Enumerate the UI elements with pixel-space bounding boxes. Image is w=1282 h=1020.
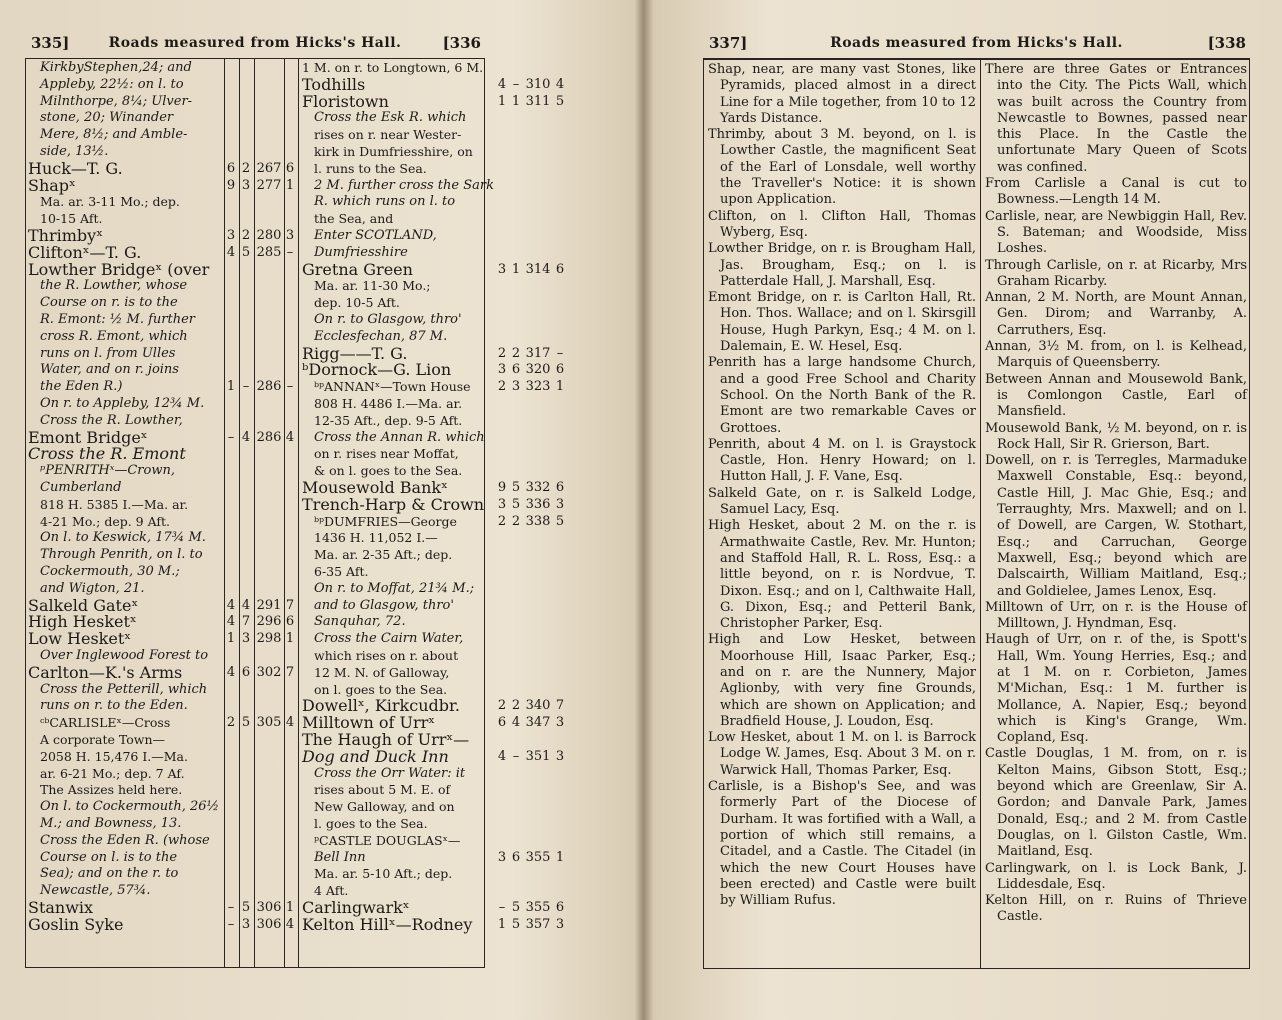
route-text: On r. to Moffat, 21¾ M.; [314,580,475,596]
distance-value: 9 [226,177,236,193]
distance-value: – [227,916,235,932]
distance-value: 280 [256,228,282,243]
distance-value: 286 [256,379,282,395]
route-text: rises about 5 M. E. of [314,782,451,798]
distance-value: 1 [511,93,521,109]
note-paragraph: Thrimby, about 3 M. beyond, on l. is Lowther Castle, the magnificent Seat of the Earl of Lonsdale, well worthy the Traveller's Notice: it is shown upon Application. [708,127,976,208]
distance-value: 4 [511,715,521,731]
route-text: & on l. goes to the Sea. [314,463,463,479]
page-number-left: 337] [709,34,748,52]
route-text: Cockermouth, 30 M.; [40,564,180,579]
route-text: The Haugh of Urrˣ— [302,730,470,749]
distance-value: 3 [497,849,507,865]
route-text: Shapˣ [28,175,76,195]
route-text: Ma. ar. 11-30 Mo.; [314,278,431,294]
route-text: the R. Lowther, whose [40,278,188,294]
route-text: Through Penrith, on l. to [40,547,203,563]
distance-value: 306 [256,916,282,932]
route-column-2 [300,59,565,967]
route-text: Trench-Harp & Crown [302,494,485,514]
page-title: Roads measured from Hicks's Hall. [830,35,1123,51]
note-paragraph: Low Hesket, about 1 M. on l. is Barrock Lodge W. James, Esq. About 3 M. on r. Warwick Hall, Thomas Parker, Esq. [708,730,976,778]
route-text: Milnthorpe, 8¼; Ulver- [40,93,193,109]
distance-value: 7 [285,597,295,613]
note-paragraph: Penrith, about 4 M. on l. is Graystock Castle, Hon. Henry Howard; on l. Hutton Hall, J. F. Vane, Esq. [708,436,976,485]
route-text: Huck—T. G. [28,158,123,178]
distance-value: 267 [256,160,282,176]
right-page [703,30,1250,969]
route-text: Carlingwarkˣ [302,898,410,917]
distance-value: 2 [511,345,521,361]
route-text: runs on l. from Ulles [40,345,176,361]
distance-value: 5 [511,916,521,932]
note-paragraph: Carlisle, is a Bishop's See, and was formerly Part of the Diocese of Durham. It was fortified with a Wall, a portion of which still remains, a Citadel, and a Castle. The Citadel (in which the new Court Houses have been erected) and Castle were built by William Rufus. [708,779,976,909]
route-text: side, 13½. [40,144,109,159]
distance-value: 3 [241,916,251,932]
distance-value: 3 [241,177,251,193]
left-page-header [25,30,485,59]
route-text: Floristown [302,91,389,111]
distance-value: 323 [525,379,551,395]
distance-value: 6 [511,849,521,865]
page-number-right: [338 [1207,34,1246,52]
route-text: Gretna Green [302,259,413,279]
distance-value: 320 [525,362,551,378]
distance-value: 355 [525,900,551,915]
route-text: Carlton—K.'s Arms [28,662,183,682]
distance-value: 3 [497,362,507,378]
distance-value: 2 [511,513,521,529]
route-text: stone, 20; Winander [40,110,174,126]
distance-value: – [227,900,235,915]
route-text: High Hesketˣ [28,612,137,632]
route-text: On l. to Keswick, 17¾ M. [40,530,206,546]
route-text: 1 M. on r. to Longtown, 6 M. [302,60,484,75]
route-text: Sea); and on the r. to [40,866,179,882]
route-text: Appleby, 22½: on l. to [40,76,184,92]
route-text: l. runs to the Sea. [314,160,427,176]
distance-value: 4 [285,429,295,445]
route-text: ᵇᵖANNANˣ—Town House [314,379,471,395]
distance-value: 3 [285,228,295,243]
route-text: on l. goes to the Sea. [314,681,448,697]
route-text: New Galloway, and on [314,799,455,815]
route-text: On r. to Appleby, 12¾ M. [40,396,205,411]
distance-value: 357 [525,916,551,932]
distance-value: 332 [525,480,551,495]
distance-value: 285 [256,244,282,260]
route-text: Mere, 8½; and Amble- [40,127,188,143]
distance-value: 7 [555,698,565,714]
route-text: Thrimbyˣ [28,226,103,245]
distance-value: 5 [555,93,565,109]
route-text: R. Emont: ½ M. further [40,312,196,327]
distance-value: 6 [285,160,295,176]
note-paragraph: Between Annan and Mousewold Bank, is Comlongon Castle, Earl of Mansfield. [985,371,1247,420]
route-text: Newcastle, 57¾. [40,883,151,899]
distance-value: – [286,244,294,260]
distance-value: 1 [285,900,295,915]
route-text: ar. 6-21 Mo.; dep. 7 Af. [40,765,185,781]
route-text: and Wigton, 21. [40,580,145,596]
distance-value: 4 [497,76,507,92]
note-paragraph: Annan, 3½ M. from, on l. is Kelhead, Marquis of Queensberry. [985,339,1247,371]
route-text: Cross the R. Emont [28,444,186,464]
route-text: Cross the Eden R. (whose [40,832,210,848]
distance-value: 2 [241,160,251,176]
route-text: and to Glasgow, thro' [314,597,454,613]
distance-value: 1 [226,379,236,395]
route-text: Bell Inn [314,849,366,865]
route-text: ᵇDornock—G. Lion [302,360,452,380]
distance-value: 3 [241,631,251,647]
distance-value: 4 [226,597,236,613]
page-number-left: 335] [31,34,70,52]
route-text: ᵖCASTLE DOUGLASˣ— [314,832,461,848]
distance-value: 4 [226,244,236,260]
distance-value: 3 [555,715,565,731]
distance-value: 3 [497,261,507,277]
note-paragraph: Annan, 2 M. North, are Mount Annan, Gen. Dirom; and Warranby, A. Carruthers, Esq. [985,290,1247,338]
note-paragraph: Haugh of Urr, on r. of the, is Spott's Hall, Wm. Young Herries, Esq.; and at 1 M. on r. Corbieton, James M'Michan, Esq.: 1 M. further is Mollance, A. Napier, Esq.; beyond which is King's Grange, Wm. Copland, Esq. [985,632,1247,746]
route-text: Cumberland [40,480,122,495]
note-paragraph: Dowell, on r. is Terregles, Marmaduke Maxwell Constable, Esq.: beyond, Castle Hill, J. Mac Ghie, Esq.; and Terraughty, Mrs. Maxwell; and on l. of Dowell, are Cargen, W. Stothart, Esq.; and Carruchan, George Maxwell, Esq.; beyond which are Dalscairth, William Maitland, Esq.; and Goldielee, James Lenox, Esq. [985,453,1247,599]
route-text: dep. 10-5 Aft. [314,295,400,311]
distance-value: 1 [555,849,565,865]
page-number-right: [336 [442,34,481,52]
distance-value: 1 [497,93,507,109]
note-paragraph: Lowther Bridge, on r. is Brougham Hall, Jas. Brougham, Esq.; on l. is Patterdale Hall, J. Marshall, Esq. [708,241,976,289]
distance-value: 6 [226,160,236,176]
route-text: on r. rises near Moffat, [314,446,459,462]
route-text: Water, and on r. joins [40,362,179,378]
route-text: Ecclesfechan, 87 M. [314,328,448,344]
route-text: 6-35 Aft. [314,564,369,579]
distance-value: 305 [256,715,282,731]
distance-value: 351 [525,748,551,764]
route-text: 10-15 Aft. [40,211,103,227]
note-paragraph: Salkeld Gate, on r. is Salkeld Lodge, Samuel Lacy, Esq. [708,485,976,518]
distance-value: 1 [497,916,507,932]
route-text: Cross the R. Lowther, [40,412,183,428]
distance-value: 3 [555,496,565,512]
note-paragraph: Kelton Hill, on r. Ruins of Thrieve Castle. [985,893,1247,925]
note-paragraph: Carlingwark, on l. is Lock Bank, J. Liddesdale, Esq. [985,860,1247,892]
distance-value: 4 [285,715,295,731]
route-text: M.; and Bowness, 13. [40,816,182,831]
route-text: Over Inglewood Forest to [40,648,209,663]
distance-value: 291 [256,597,282,613]
note-paragraph: Emont Bridge, on r. is Carlton Hall, Rt. Hon. Thos. Wallace; and on l. Skirsgill House, Hugh Parkyn, Esq.; 4 M. on l. Dalemain, E. W. Hesel, Esq. [708,290,976,355]
note-paragraph: High Hesket, about 2 M. on the r. is Armathwaite Castle, Rev. Mr. Hunton; and Staffold Hall, R. L. Ross, Esq.: a little beyond, on r. is Nordvue, T. Dixon. Esq.; and on l, Calthwaite Hall, G. Dixon, Esq.; and Petteril Bank, Christopher Parker, Esq. [708,518,976,632]
distance-value: 2 [497,698,507,714]
note-paragraph: Clifton, on l. Clifton Hall, Thomas Wyberg, Esq. [708,208,976,240]
distance-value: 6 [555,900,565,915]
distance-value: 9 [497,480,507,495]
route-text: ᵖPENRITHˣ—Crown, [40,463,175,479]
notes-column-2 [985,60,1247,968]
route-text: On l. to Cockermouth, 26½ [40,799,220,815]
distance-value: 355 [525,849,551,865]
distance-value: 2 [226,715,236,731]
distance-value: 2 [511,698,521,714]
route-text: Course on l. is to the [40,849,178,865]
distance-value: 5 [511,480,521,495]
note-paragraph: There are three Gates or Entrances into the City. The Picts Wall, which was built across the Country from Newcastle to Bownes, passed near this Place. In the Castle the unfortunate Mary Queen of Scots was confined. [985,62,1247,175]
distance-value: 1 [226,631,236,647]
distance-value: 3 [497,496,507,512]
distance-value: 310 [525,76,551,92]
route-text: Todhills [302,74,366,94]
distance-value: 4 [241,429,251,445]
route-text: The Assizes held here. [40,782,183,798]
notes-table [703,59,1250,969]
route-text: rises on r. near Wester- [314,127,462,143]
distance-value: 302 [256,664,282,680]
distance-value: 2 [497,513,507,529]
route-text: Sanquhar, 72. [314,614,406,630]
distance-value: 5 [241,715,251,731]
distance-value: 306 [256,900,282,915]
note-paragraph: From Carlisle a Canal is cut to Bowness.—Length 14 M. [985,176,1247,208]
distance-value: 286 [256,429,282,445]
distance-value: 2 [497,379,507,395]
route-text: Kelton Hillˣ—Rodney [302,914,473,934]
route-text: Cliftonˣ—T. G. [28,242,142,262]
distance-value: 336 [525,496,551,512]
distance-value: 1 [285,177,295,193]
note-paragraph: Castle Douglas, 1 M. from, on r. is Kelton Mains, Gibson Stott, Esq.; beyond which are Greenlaw, Sir A. Gordon; and Danvale Park, James Donald, Esq.; and 2 M. from Castle Douglas, on l. Gilston Castle, Wm. Maitland, Esq. [985,746,1247,860]
route-text: ᵇᵖDUMFRIES—George [314,513,457,529]
distance-value: – [556,345,564,361]
route-text: which rises on r. about [314,648,459,663]
distance-value: 6 [511,362,521,378]
distance-value: 4 [226,664,236,680]
distance-value: 7 [285,664,295,680]
note-paragraph: Carlisle, near, are Newbiggin Hall, Rev. S. Bateman; and Woodside, Miss Loshes. [985,208,1247,257]
note-paragraph: Through Carlisle, on r. at Ricarby, Mrs Graham Ricarby. [985,257,1247,289]
distance-value: 6 [241,664,251,680]
route-text: 4 Aft. [314,883,349,899]
distance-value: 4 [555,76,565,92]
distance-value: 6 [497,715,507,731]
distance-value: 3 [555,748,565,764]
route-text: Emont Bridgeˣ [28,427,148,447]
route-text: kirk in Dumfriesshire, on [314,144,473,159]
distance-value: 1 [285,631,295,647]
route-text: Ma. ar. 5-10 Aft.; dep. [314,866,453,882]
distance-value: 296 [256,614,282,630]
route-text: Low Hesketˣ [28,629,132,649]
distance-value: – [242,379,250,395]
distance-value: 3 [555,916,565,932]
distance-value: 4 [285,916,295,932]
route-text: Salkeld Gateˣ [28,595,139,615]
note-paragraph: High and Low Hesket, between Moorhouse Hill, Isaac Parker, Esq.; and on r. are the Nunnery, Major Aglionby, with very fine Grounds, which are shown on Application; and Bradfield House, J. Loudon, Esq. [708,632,976,729]
distance-value: 3 [226,228,236,243]
route-text: Cross the Petterill, which [40,681,208,697]
distance-value: 4 [226,614,236,630]
route-text: 12-35 Aft., dep. 9-5 Aft. [314,412,463,428]
route-table [25,59,565,968]
distance-value: 298 [256,631,282,647]
distance-value: – [512,748,520,764]
route-text: Dog and Duck Inn [302,746,449,766]
distance-value: 5 [511,496,521,512]
left-page [25,30,565,968]
distance-value: 277 [256,177,282,193]
distance-value: – [286,379,294,395]
distance-value: 5 [241,244,251,260]
route-text: A corporate Town— [40,732,165,747]
route-text: Cross the Annan R. which [314,429,485,445]
distance-value: 6 [285,614,295,630]
note-paragraph: Penrith has a large handsome Church, and a good Free School and Charity School. On the North Bank of the R. Emont are two remarkable Caves or Grottoes. [708,355,976,436]
route-text: Cross the Orr Water: it [314,765,466,781]
route-text: KirkbyStephen,24; and [40,60,192,75]
route-text: l. goes to the Sea. [314,816,428,831]
distance-value: 2 [241,228,251,243]
route-text: Dumfriesshire [314,244,408,260]
page-title: Roads measured from Hicks's Hall. [108,35,402,51]
route-text: Course on r. is to the [40,295,178,311]
route-text: Stanwix [28,898,94,917]
route-column-1 [26,59,296,967]
note-paragraph: Milltown of Urr, on r. is the House of Milltown, J. Hyndman, Esq. [985,599,1247,632]
route-text: R. which runs on l. to [314,194,456,210]
route-text: 2 M. further cross the Sark [314,177,494,193]
distance-value: 5 [511,900,521,915]
route-text: 818 H. 5385 I.—Ma. ar. [40,496,189,512]
note-paragraph: Shap, near, are many vast Stones, like Pyramids, placed almost in a direct Line for a Mile together, from 10 to 12 Yards Distance. [708,62,976,126]
route-text: Rigg——T. G. [302,343,408,363]
distance-value: 340 [525,698,551,714]
route-text: 2058 H. 15,476 I.—Ma. [40,748,188,764]
route-text: On r. to Glasgow, thro' [314,312,462,327]
distance-value: 6 [555,261,565,277]
distance-value: 4 [497,748,507,764]
distance-value: – [498,900,506,915]
route-text: the Eden R.) [40,379,123,395]
route-text: Ma. ar. 3-11 Mo.; dep. [40,194,180,210]
distance-value: 6 [555,480,565,495]
distance-value: 347 [525,715,551,731]
route-text: Dowellˣ, Kirkcudbr. [302,696,460,716]
distance-value: 3 [511,379,521,395]
distance-value: 1 [511,261,521,277]
route-text: Lowther Bridgeˣ (over [28,259,210,279]
route-text: Cross the Esk R. which [314,110,467,126]
distance-value: 5 [555,513,565,529]
distance-value: 314 [525,261,551,277]
distance-value: 2 [497,345,507,361]
route-text: 1436 H. 11,052 I.— [314,530,438,546]
route-text: Milltown of Urrˣ [302,713,436,733]
route-text: Ma. ar. 2-35 Aft.; dep. [314,547,453,563]
route-text: Goslin Syke [28,914,124,934]
distance-value: 311 [525,93,551,109]
route-text: 12 M. N. of Galloway, [314,664,450,680]
route-text: runs on r. to the Eden. [40,698,188,714]
distance-value: – [227,429,235,445]
route-text: Mousewold Bankˣ [302,478,448,497]
route-text: the Sea, and [314,211,394,227]
route-text: 4-21 Mo.; dep. 9 Aft. [40,513,171,529]
route-text: Cross the Cairn Water, [314,631,464,647]
distance-value: 6 [555,362,565,378]
route-text: 808 H. 4486 I.—Ma. ar. [314,396,463,411]
distance-value: 4 [241,597,251,613]
distance-value: 338 [525,513,551,529]
right-page-header [703,30,1250,59]
distance-value: 5 [241,900,251,915]
route-text: cross R. Emont, which [40,328,188,344]
route-text: Enter SCOTLAND, [314,228,437,243]
distance-value: 7 [241,614,251,630]
notes-column-1 [708,60,976,968]
distance-value: 1 [555,379,565,395]
note-paragraph: Mousewold Bank, ½ M. beyond, on r. is Rock Hall, Sir R. Grierson, Bart. [985,420,1247,452]
route-text: ᶜᵇCARLISLEˣ—Cross [40,715,171,731]
distance-value: 317 [525,345,551,361]
distance-value: – [512,76,520,92]
